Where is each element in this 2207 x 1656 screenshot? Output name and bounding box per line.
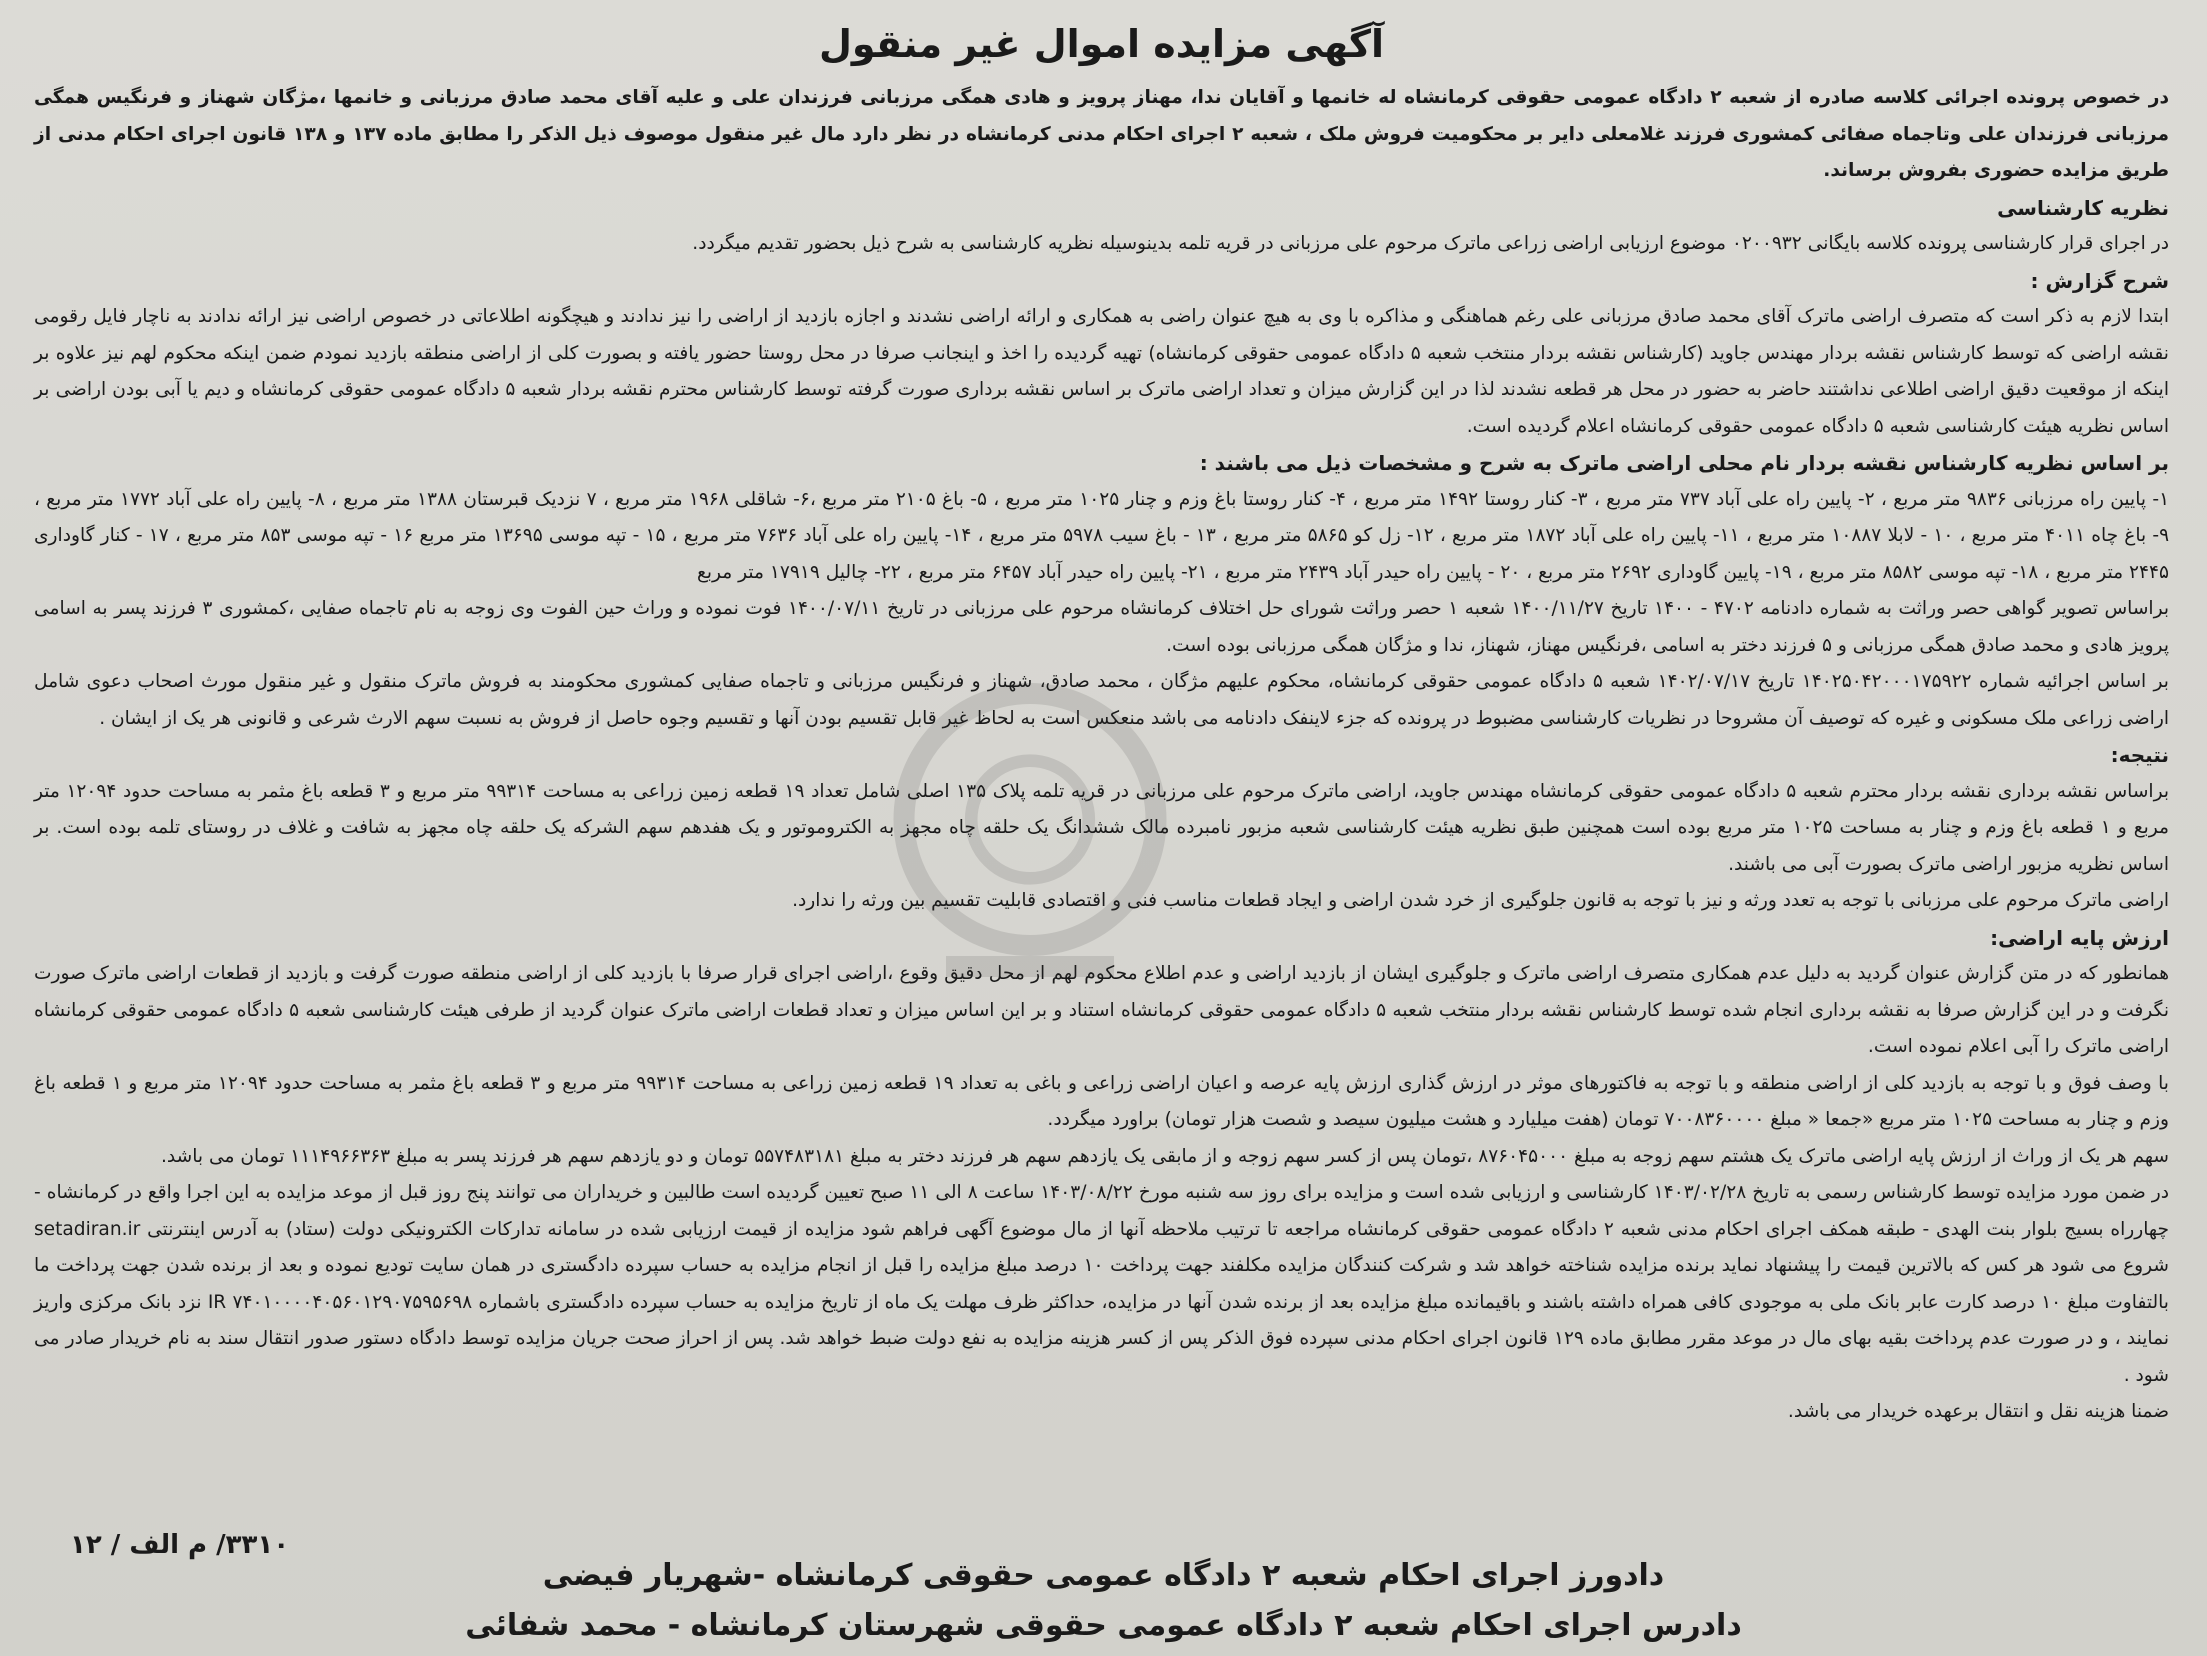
- report-heading: شرح گزارش :: [2030, 268, 2169, 293]
- value-paragraph-1: همانطور که در متن گزارش عنوان گردید به دلیل عدم همکاری متصرف اراضی ماترک و جلوگیری ایشان از بازدید اراضی و عدم اطلاع محکوم لهم از محل دقیق وقوع ،اراضی اجرای قرار صرفا با بازدید کلی از اراضی منطقه صورت گرفت و بازدید از قطعات اراضی ماترک صورت نگرفت و در این گزارش صرفا به نقشه برداری انجام شده توسط کارشناس نقشه بردار منتخب شعبه ۵ دادگاه عمومی حقوقی کرمانشاه استناد و بر این اساس میزان و تعداد قطعات اراضی ماترک عنوان گردید از طرفی هیئت کارشناسی شعبه ۵ دادگاه عمومی حقوقی کرمانشاه اراضی ماترک را آبی اعلام نموده است.: [34, 963, 2169, 1057]
- ruling-paragraph: بر اساس اجرائیه شماره ۱۴۰۲۵۰۴۲۰۰۰۱۷۵۹۲۲ تاریخ ۱۴۰۲/۰۷/۱۷ شعبه ۵ دادگاه عمومی حقوقی کرمانشاه، محکوم علیهم مژگان ، محمد صادق، شهناز و فرنگیس مرزبانی و تاجماه صفایی کمشوری محکومند به فروش ماترک منقول و غیر منقول مورث اصحاب دعوی شامل اراضی زراعی ملک مسکونی و غیره که توصیف آن مشروحا در نظریات کارشناسی مضبوط در پرونده که جزء لاینفک دادنامه می باشد منعکس است به لحاظ غیر قابل تقسیم بودن آنها و تقسیم وجوه حاصل از فروش به نسبت سهم الارث شرعی و قانونی هر یک از ایشان .: [34, 671, 2169, 729]
- parcels-list: ۱- پایین راه مرزبانی ۹۸۳۶ متر مربع ، ۲- پایین راه علی آباد ۷۳۷ متر مربع ، ۳- کنار روستا ۱۴۹۲ متر مربع ، ۴- کنار روستا باغ وزم و چنار ۱۰۲۵ متر مربع ، ۵- باغ ۲۱۰۵ متر مربع ،۶- شاقلی ۱۹۶۸ متر مربع ، ۷ نزدیک قبرستان ۱۳۸۸ متر مربع ، ۸- پایین راه علی آباد ۱۷۷۲ متر مربع ، ۹- باغ چاه ۴۰۱۱ متر مربع ، ۱۰ - لابلا ۱۰۸۸۷ متر مربع ، ۱۱- پایین راه علی آباد ۱۸۷۲ متر مربع ، ۱۲- زل کو ۵۸۶۵ متر مربع ، ۱۳ - باغ سیب ۵۹۷۸ متر مربع ، ۱۴- پایین راه علی آباد ۷۶۳۶ متر مربع ، ۱۵ - تپه موسی ۱۳۶۹۵ متر مربع ۱۶ - تپه موسی ۸۵۳ متر مربع ، ۱۷ - کنار گاوداری ۲۴۴۵ متر مربع ، ۱۸- تپه موسی ۸۵۸۲ متر مربع ، ۱۹- پایین گاوداری ۲۶۹۲ متر مربع ، ۲۰ - پایین راه حیدر آباد ۲۴۳۹ متر مربع ، ۲۱- پایین راه حیدر آباد ۶۴۵۷ متر مربع ، ۲۲- چالیل ۱۷۹۱۹ متر مربع: [34, 488, 2170, 583]
- signature-bailiff: دادورز اجرای احکام شعبه ۲ دادگاه عمومی حقوقی کرمانشاه -شهریار فیضی: [542, 1558, 1665, 1593]
- base-value-heading: ارزش پایه اراضی:: [1990, 925, 2169, 950]
- auction-paragraph: در ضمن مورد مزایده توسط کارشناس رسمی به تاریخ ۱۴۰۳/۰۲/۲۸ کارشناسی و ارزیابی شده است و مزایده برای روز سه شنبه مورخ ۱۴۰۳/۰۸/۲۲ ساعت ۸ الی ۱۱ صبح تعیین گردیده است طالبین و خریداران می توانند پنج روز قبل از موعد مزایده به این اجرا واقع در کرمانشاه - چهارراه بسیج بلوار بنت الهدی - طبقه همکف اجرای احکام مدنی شعبه ۲ دادگاه عمومی حقوقی کرمانشاه مراجعه تا ترتیب ملاحظه آنها از مال موضوع آگهی فراهم شود مزایده از قیمت ارزیابی شده در سامانه تدارکات الکترونیکی دولت (ستاد) به آدرس اینترنتی setadiran.ir شروع می شود هر کس که بالاترین قیمت را پیشنهاد نماید برنده مزایده شناخته خواهد شد و شرکت کنندگان مزایده مکلفند جهت پرداخت ۱۰ درصد مبلغ مزایده را قبل از انجام مزایده به حساب سپرده دادگستری در همان سایت تودیع نموده و بعد از برنده شدن جهت پرداخت ما بالتفاوت مبلغ ۱۰ درصد کارت عابر بانک ملی به موجودی کافی همراه داشته باشند و باقیمانده مبلغ مزایده بعد از برنده شدن آنها در مزایده، حداکثر ظرف مهلت یک ماه از تاریخ مزایده به حساب سپرده دادگستری باشماره IR ۷۴۰۱۰۰۰۰۴۰۵۶۰۱۲۹۰۷۵۹۵۶۹۸ نزد بانک مرکزی واریز نمایند ، و در صورت عدم پرداخت بقیه بهای مال در موعد مقرر مطابق ماده ۱۲۹ قانون اجرای احکام مدنی سپرده فوق الذکر پس از کسر هزینه مزایده به نفع دولت ضبط خواهد شد. پس از احراز صحت جریان مزایده توسط دادگاه دستور صدور انتقال سند به نام خریدار صادر می شود .: [34, 1182, 2170, 1386]
- ad-number: ۳۳۱۰/ م الف / ۱۲: [70, 1530, 290, 1560]
- expert-intro-paragraph: در اجرای قرار کارشناسی پرونده کلاسه بایگانی ۰۲۰۰۹۳۲ موضوع ارزیابی اراضی زراعی ماترک مرحوم علی مرزبانی در قریه تلمه بدینوسیله نظریه کارشناسی به شرح ذیل بحضور تقدیم میگردد.: [692, 233, 2169, 254]
- parcels-heading: بر اساس نظریه کارشناس نقشه بردار نام محلی اراضی ماترک به شرح و مشخصات ذیل می باشند :: [1199, 451, 2169, 475]
- result-paragraph: براساس نقشه برداری نقشه بردار محترم شعبه ۵ دادگاه عمومی حقوقی کرمانشاه مهندس جاوید، اراضی ماترک مرحوم علی مرزبانی در قریه تلمه پلاک ۱۳۵ اصلی شامل تعداد ۱۹ قطعه زمین زراعی به مساحت ۹۹۳۱۴ متر مربع و ۳ قطعه باغ مثمر به مساحت حدود ۱۲۰۹۴ متر مربع و ۱ قطعه باغ وزم و چنار به مساحت ۱۰۲۵ متر مربع بوده است همچنین طبق نظریه هیئت کارشناسی شعبه مزبور نامبرده مالک ششدانگ یک حلقه چاه مجهز به الکتروموتور و یک هفدهم سهم الشرکه یک حلقه چاه مجهز به شافت و غلاف در روستای تلمه بوده است. بر اساس نظریه مزبور اراضی ماترک بصورت آبی می باشند.: [34, 780, 2170, 875]
- expert-opinion-heading: نظریه کارشناسی: [1997, 195, 2169, 220]
- signature-judge: دادرس اجرای احکام شعبه ۲ دادگاه عمومی حقوقی شهرستان کرمانشاه - محمد شفائی: [465, 1608, 1742, 1643]
- notice-body: [34, 80, 2169, 1431]
- result-heading: نتیجه:: [2110, 743, 2169, 767]
- costs-paragraph: ضمنا هزینه نقل و انتقال برعهده خریدار می باشد.: [1787, 1401, 2169, 1422]
- result-paragraph-2: اراضی ماترک مرحوم علی مرزبانی با توجه به تعدد ورثه و نیز با توجه به قانون جلوگیری از خرد شدن اراضی و ایجاد قطعات مناسب فنی و اقتصادی قابلیت تقسیم بین ورثه را ندارد.: [792, 890, 2169, 911]
- intro-paragraph: در خصوص پرونده اجرائی کلاسه صادره از شعبه ۲ دادگاه عمومی حقوقی کرمانشاه له خانمها و آقایان ندا، مهناز پرویز و هادی همگی مرزبانی فرزندان علی و علیه آقای محمد صادق مرزبانی و خانمها ،مژگان شهناز و فرنگیس همگی مرزبانی فرزندان علی وتاجماه صفائی کمشوری فرزند غلامعلی دایر بر محکومیت فروش ملک ، شعبه ۲ اجرای احکام مدنی کرمانشاه در نظر دارد مال غیر منقول موصوف ذیل الذکر را مطابق ماده ۱۳۷ و ۱۳۸ قانون اجرای احکام مدنی از طریق مزایده حضوری بفروش برساند.: [34, 87, 2169, 181]
- notice-title: آگهی مزایده اموال غیر منقول: [818, 22, 1385, 66]
- heirs-paragraph: براساس تصویر گواهی حصر وراثت به شماره دادنامه ۴۷۰۲ - ۱۴۰۰ تاریخ ۱۴۰۰/۱۱/۲۷ شعبه ۱ حصر وراثت شورای حل اختلاف کرمانشاه مرحوم علی مرزبانی در تاریخ ۱۴۰۰/۰۷/۱۱ فوت نموده و وراث حین الفوت وی زوجه به نام تاجماه صفایی ،کمشوری ۳ فرزند پسر به اسامی پرویز هادی و محمد صادق همگی مرزبانی و ۵ فرزند دختر به اسامی ،فرنگیس مهناز، شهناز، ندا و مژگان همگی مرزبانی بوده است.: [34, 598, 2170, 656]
- report-paragraph: ابتدا لازم به ذکر است که متصرف اراضی ماترک آقای محمد صادق مرزبانی علی رغم هماهنگی و مذاکره با وی به هیچ عنوان راضی به همکاری و ارائه اراضی نشدند و اجازه بازدید از اراضی را نیز ندادند و هیچگونه اطلاعاتی در خصوص اراضی نیز ارائه ندادند به ناچار فایل رقومی نقشه اراضی که توسط کارشناس نقشه بردار مهندس جاوید (کارشناس نقشه بردار منتخب شعبه ۵ دادگاه عمومی حقوقی کرمانشاه) تهیه گردیده را اخذ و اینجانب صرفا در محل روستا حضور یافته و بصورت کلی از اراضی منطقه بازدید نمودم ضمن اینکه محکوم لهم نیز علاوه بر اینکه از موقعیت دقیق اراضی اطلاعی نداشتند حاضر به حضور در محل هر قطعه نشدند لذا در این گزارش میزان و تعداد اراضی ماترک بر اساس نقشه برداری صورت گرفته توسط کارشناس محترم نقشه بردار شعبه ۵ دادگاه عمومی حقوقی کرمانشاه و دیم یا آبی بودن اراضی بر اساس نظریه هیئت کارشناسی شعبه ۵ دادگاه عمومی حقوقی کرمانشاه اعلام گردیده است.: [34, 306, 2169, 437]
- value-paragraph-2: با وصف فوق و با توجه به بازدید کلی از اراضی منطقه و با توجه به فاکتورهای موثر در ارزش گذاری ارزش پایه عرصه و اعیان اراضی زراعی و باغی به تعداد ۱۹ قطعه زمین زراعی به مساحت ۹۹۳۱۴ متر مربع و ۳ قطعه باغ مثمر به مساحت حدود ۱۲۰۹۴ متر مربع و ۱ قطعه باغ وزم و چنار به مساحت ۱۰۲۵ متر مربع «جمعا « مبلغ ۷۰۰۸۳۶۰۰۰۰ تومان (هفت میلیارد و هشت میلیون سیصد و شصت هزار تومان) براورد میگردد.: [34, 1072, 2169, 1130]
- value-paragraph-3: سهم هر یک از وراث از ارزش پایه اراضی ماترک یک هشتم سهم زوجه به مبلغ ۸۷۶۰۴۵۰۰۰ ،تومان پس از کسر سهم زوجه و از مابقی یک یازدهم سهم هر فرزند دختر به مبلغ ۵۵۷۴۸۳۱۸۱ تومان و دو یازدهم سهم هر فرزند پسر به مبلغ ۱۱۱۴۹۶۶۳۶۳ تومان می باشد.: [160, 1145, 2169, 1167]
